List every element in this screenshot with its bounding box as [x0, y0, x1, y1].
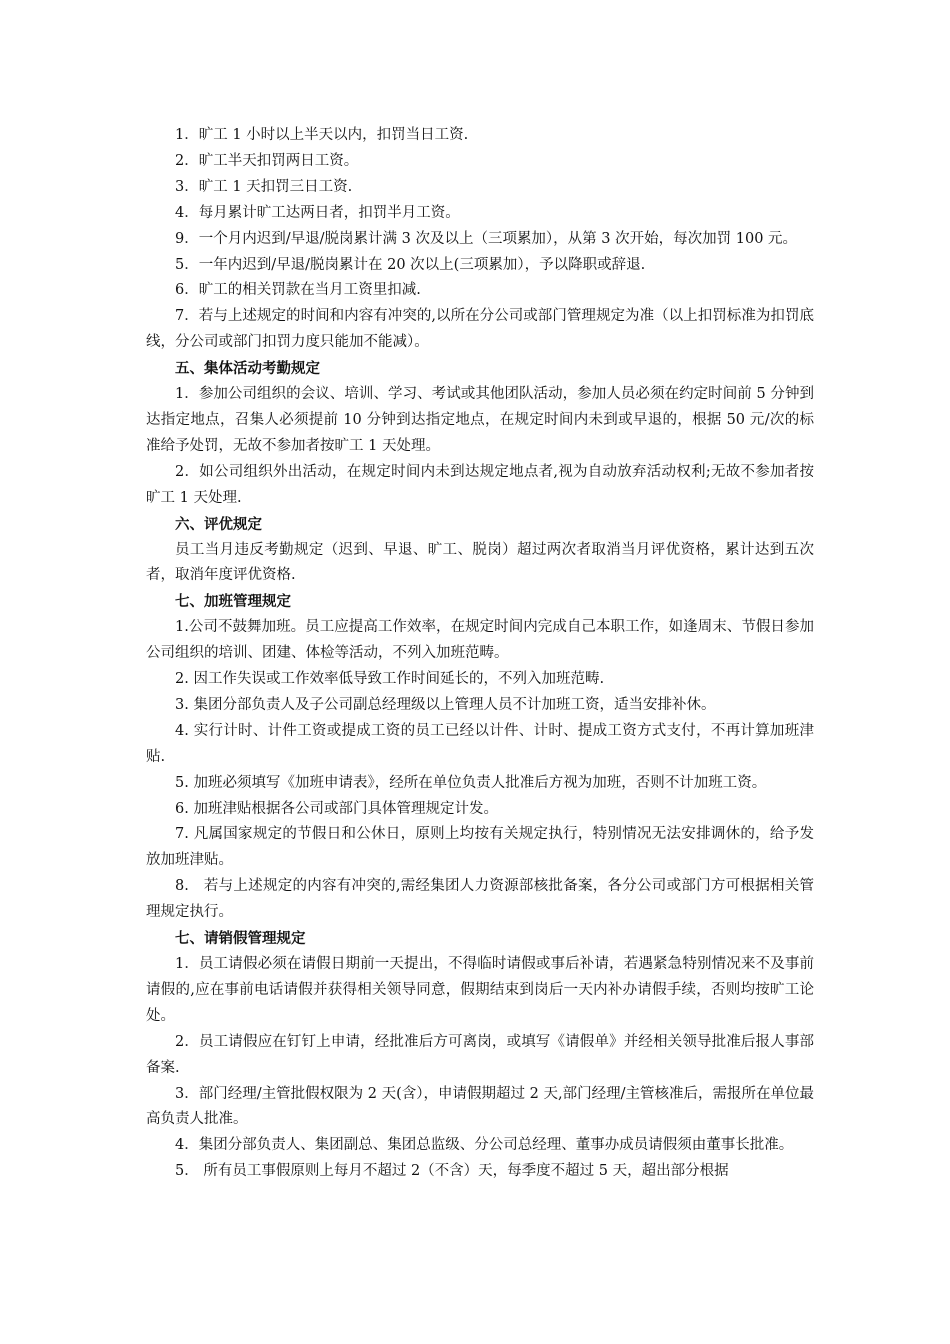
paragraph: 2．旷工半天扣罚两日工资。	[175, 152, 359, 169]
paragraph: 1.公司不鼓舞加班。员工应提高工作效率，在规定时间内完成自己本职工作，如逢周末、节假日参加公司组织的培训、团建、体检等活动，不列入加班范畴。	[146, 619, 814, 662]
paragraph: 3．旷工 1 天扣罚三日工资.	[175, 178, 353, 195]
paragraph: 8. 若与上述规定的内容有冲突的,需经集团人力资源部核批备案，各分公司或部门方可根据相关管理规定执行。	[146, 878, 814, 921]
paragraph: 1．参加公司组织的会议、培训、学习、考试或其他团队活动，参加人员必须在约定时间前 5 分钟到达指定地点，召集人必须提前 10 分钟到达指定地点，在规定时间内未到或早退的，根据 50 元/次的标准给予处罚，无故不参加者按旷工 1 天处理。	[146, 386, 814, 454]
document-page	[146, 123, 814, 1185]
paragraph: 4．每月累计旷工达两日者，扣罚半月工资。	[175, 204, 460, 221]
paragraph: 2．如公司组织外出活动，在规定时间内未到达规定地点者,视为自动放弃活动权利;无故不参加者按旷工 1 天处理.	[146, 463, 814, 506]
paragraph: 3．部门经理/主管批假权限为 2 天(含），申请假期超过 2 天,部门经理/主管核准后，需报所在单位最高负责人批准。	[146, 1085, 814, 1128]
paragraph: 6. 加班津贴根据各公司或部门具体管理规定计发。	[175, 800, 498, 817]
paragraph: 3. 集团分部负责人及子公司副总经理级以上管理人员不计加班工资，适当安排补休。	[175, 696, 716, 713]
paragraph: 7．若与上述规定的时间和内容有冲突的,以所在分公司或部门管理规定为准（以上扣罚标准为扣罚底线，分公司或部门扣罚力度只能加不能减）。	[146, 308, 814, 351]
paragraph: 2．员工请假应在钉钉上申请，经批准后方可离岗，或填写《请假单》并经相关领导批准后报人事部备案.	[146, 1033, 814, 1076]
paragraph: 5． 所有员工事假原则上每月不超过 2（不含）天，每季度不超过 5 天，超出部分根据	[175, 1163, 729, 1180]
paragraph: 1．员工请假必须在请假日期前一天提出，不得临时请假或事后补请，若遇紧急特别情况来不及事前请假的,应在事前电话请假并获得相关领导同意，假期结束到岗后一天内补办请假手续，否则均按旷工论处。	[146, 956, 814, 1024]
section-heading: 六、评优规定	[175, 515, 262, 533]
section-heading: 七、请销假管理规定	[175, 930, 306, 948]
paragraph: 4. 实行计时、计件工资或提成工资的员工已经以计件、计时、提成工资方式支付，不再计算加班津贴.	[146, 722, 814, 765]
paragraph: 9．一个月内迟到/早退/脱岗累计满 3 次及以上（三项累加），从第 3 次开始，每次加罚 100 元。	[175, 230, 798, 247]
paragraph: 2. 因工作失误或工作效率低导致工作时间延长的，不列入加班范畴.	[175, 671, 605, 688]
paragraph: 4．集团分部负责人、集团副总、集团总监级、分公司总经理、董事办成员请假须由董事长批准。	[175, 1137, 794, 1154]
section-heading: 七、加班管理规定	[175, 593, 291, 611]
paragraph: 员工当月违反考勤规定（迟到、早退、旷工、脱岗）超过两次者取消当月评优资格，累计达到五次者，取消年度评优资格.	[146, 541, 814, 584]
section-heading: 五、集体活动考勤规定	[175, 360, 320, 378]
paragraph: 1．旷工 1 小时以上半天以内，扣罚当日工资.	[175, 127, 469, 143]
paragraph: 6．旷工的相关罚款在当月工资里扣减.	[175, 282, 421, 299]
paragraph: 5．一年内迟到/早退/脱岗累计在 20 次以上(三项累加），予以降职或辞退.	[175, 256, 646, 273]
paragraph: 5. 加班必须填写《加班申请表》，经所在单位负责人批准后方视为加班，否则不计加班工资。	[175, 774, 767, 791]
paragraph: 7. 凡属国家规定的节假日和公休日，原则上均按有关规定执行，特别情况无法安排调休的，给予发放加班津贴。	[146, 826, 814, 869]
